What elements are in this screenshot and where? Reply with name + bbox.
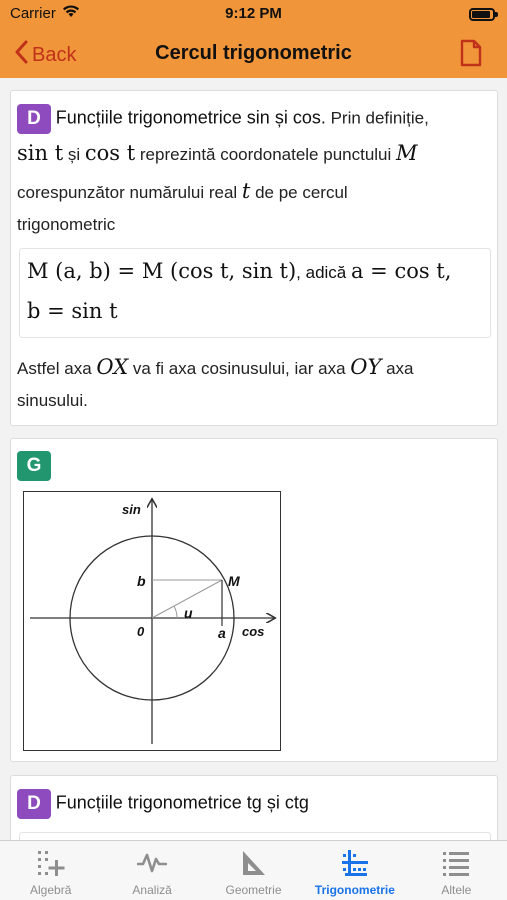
tab-bar [0,840,507,900]
tab-analysis[interactable] [101,841,202,900]
document-button[interactable] [459,39,483,72]
formula-adica: , adică [296,263,351,282]
angle-label: u [184,605,193,621]
navigation-bar [0,30,507,78]
formula-a-cos: a = cos t, [350,259,452,283]
text-cosine-axis: va fi axa cosinusului, iar axa [128,359,351,378]
tab-trigonometry[interactable] [304,841,405,900]
text-corresponding: corespunzător numărului real [17,183,242,202]
geometry-icon [239,849,269,882]
definition-badge: D [17,789,51,819]
trigonometry-icon [340,849,370,882]
math-ox: OX [96,355,129,379]
tab-label: Trigonometrie [314,883,395,897]
definition-heading: Funcțiile trigonometrice tg și ctg [55,792,309,813]
math-point-m: M [396,141,418,165]
math-oy: OY [350,355,382,379]
tab-algebra[interactable] [0,841,101,900]
point-m-label: M [228,573,240,589]
list-icon [441,849,471,882]
carrier-label: Carrier [10,5,56,22]
algebra-icon [36,849,66,882]
analysis-icon [137,849,167,882]
document-icon [459,54,483,71]
text-on-circle: de pe cercul [250,183,348,202]
status-time: 9:12 PM [225,5,282,22]
a-label: a [218,625,226,641]
battery-icon [469,8,495,21]
status-bar [0,0,507,30]
definition-card-tg-ctg [10,775,498,840]
b-label: b [137,573,146,589]
tab-label: Analiză [132,883,172,897]
origin-label: 0 [137,624,145,639]
tab-label: Algebră [30,883,72,897]
tab-geometry[interactable] [203,841,304,900]
text-trigonometric: trigonometric [17,215,116,234]
page-title: Cercul trigonometric [155,42,352,64]
chevron-left-icon [14,40,32,70]
unit-circle-diagram [23,491,281,751]
back-button[interactable] [14,40,76,70]
definition-intro: Prin definiție, [325,108,429,128]
text-coordinates: reprezintă coordonatele punctului [135,145,397,164]
content-scroll[interactable] [0,78,507,840]
y-axis-label: sin [122,502,141,517]
math-sin-t: sin t [17,141,64,165]
formula-box [19,248,491,338]
tab-label: Geometrie [225,883,282,897]
text-sine: sinusului. [17,391,88,410]
text-axis: Astfel axa [17,359,97,378]
definition-heading: Funcțiile trigonometrice sin și cos. [55,107,326,128]
math-t: t [241,179,251,203]
back-label: Back [32,43,77,66]
graphic-card [10,438,498,762]
text-and: și [63,145,85,164]
angle-arc [174,606,177,618]
text-axa: axa [381,359,414,378]
tab-label: Altele [441,883,472,897]
definition-badge: D [17,104,51,134]
formula-b-sin: b = sin t [27,299,118,323]
x-axis-label: cos [242,624,265,639]
formula-m-ab: M (a, b) = M (cos t, sin t) [27,259,297,283]
definition-card-sin-cos [10,90,498,426]
graphic-badge: G [17,451,51,481]
formula-box [19,832,491,840]
tab-other[interactable] [406,841,507,900]
math-cos-t: cos t [84,141,136,165]
